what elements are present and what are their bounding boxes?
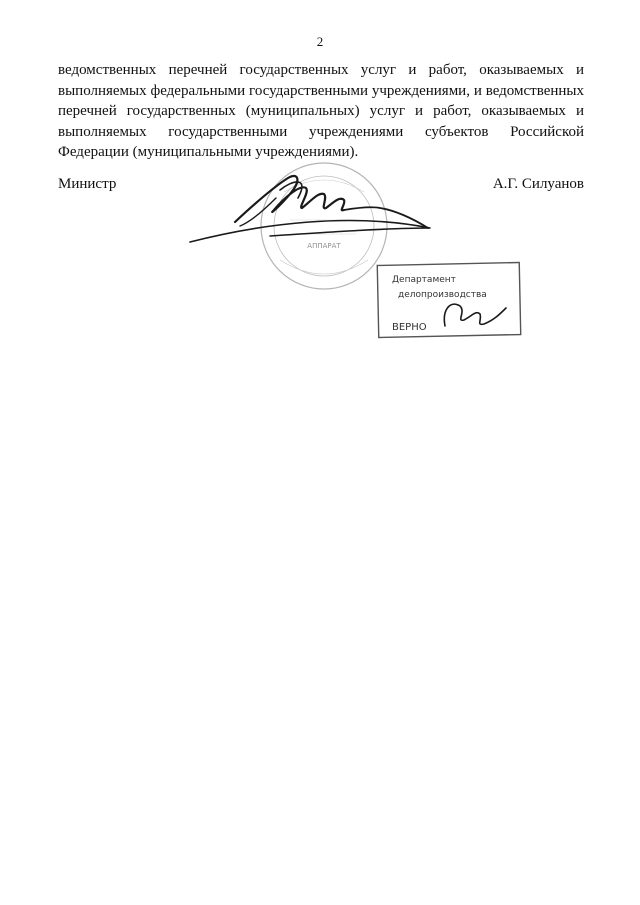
stamp-verno: ВЕРНО [392, 322, 427, 333]
body-line: выполняемых государственными учреждениями субъектов Российской [58, 123, 584, 140]
stamp-line-2: делопроизводства [398, 290, 487, 300]
page-number: 2 [316, 34, 324, 49]
signatory-name: А.Г. Силуанов [492, 176, 584, 192]
official-seal [261, 163, 387, 289]
body-line: ведомственных перечней государственных услуг и работ, оказываемых и [58, 62, 584, 78]
body-line: Федерации (муниципальными учреждениями). [58, 144, 359, 160]
signature-and-seal-art [180, 150, 550, 345]
stamp-line-1: Департамент [392, 275, 456, 285]
position-title: Министр [58, 176, 117, 192]
body-line: перечней государственных (муниципальных) услуг и работ, оказываемых и [58, 103, 584, 119]
body-line: выполняемых федеральными государственными учреждениями, и ведомственных [58, 82, 584, 99]
certification-stamp [377, 263, 520, 338]
seal-text: АППАРАТ [307, 242, 341, 250]
minister-signature [190, 176, 430, 242]
body-paragraph [58, 60, 584, 163]
stamp-signature [444, 304, 506, 326]
